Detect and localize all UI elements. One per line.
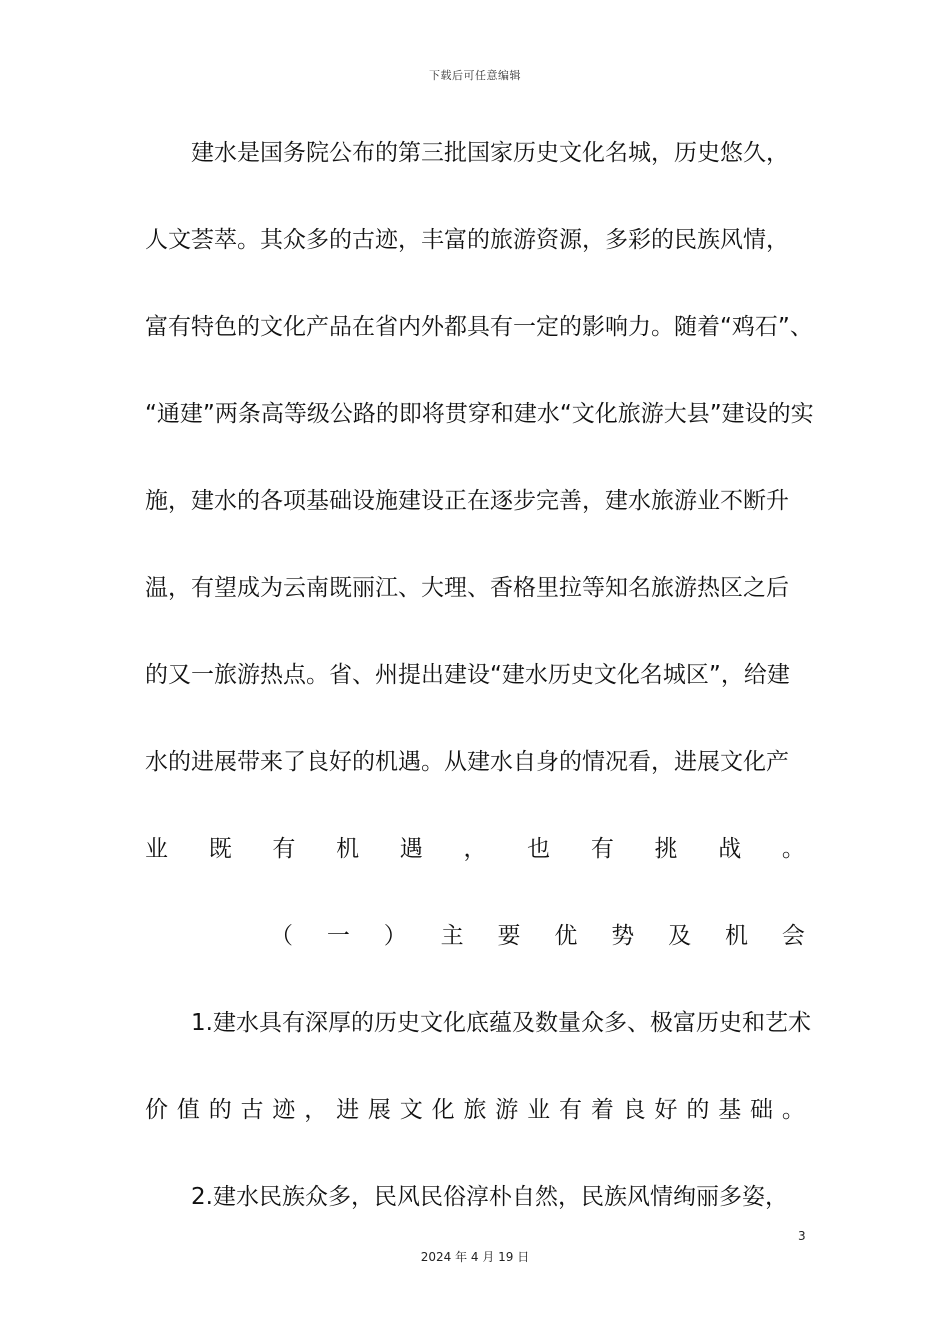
text-char: ， [304, 1097, 328, 1123]
text-char: 旅 [463, 1097, 487, 1123]
paragraph-line: 温，有望成为云南既丽江、大理、香格里拉等知名旅游热区之后 [145, 575, 789, 601]
paragraph-last-line [145, 829, 805, 916]
heading-char: 机 [725, 923, 748, 949]
text-char: 文 [399, 1097, 423, 1123]
text-char: 基 [718, 1097, 742, 1123]
paragraph-line: “通建”两条高等级公路的即将贯穿和建水“文化旅游大县”建设的实 [145, 401, 814, 427]
heading-char: 一 [326, 923, 350, 949]
text-char: 有 [558, 1097, 582, 1123]
paragraph-line: 人文荟萃。其众多的古迹，丰富的旅游资源，多彩的民族风情， [145, 227, 789, 253]
text-char: 。 [781, 1097, 805, 1123]
heading-char: 会 [781, 923, 805, 949]
paragraph-line: 建水是国务院公布的第三批国家历史文化名城，历史悠久， [191, 140, 789, 166]
heading-char: 及 [668, 923, 692, 949]
paragraph-line: 水的进展带来了良好的机遇。从建水自身的情况看，进展文化产 [145, 749, 789, 775]
text-char: 有 [272, 836, 296, 862]
heading-char: 要 [497, 923, 521, 949]
item1-line: 1.建水具有深厚的历史文化底蕴及数量众多、极富历史和艺术 [191, 1010, 811, 1036]
section-heading [270, 916, 805, 1003]
document-body [145, 133, 814, 1264]
text-char: 。 [781, 836, 805, 862]
text-char: 化 [431, 1097, 455, 1123]
text-char: 游 [495, 1097, 519, 1123]
page-number: 3 [798, 1229, 806, 1243]
text-char: 价 [145, 1097, 168, 1123]
text-char: 战 [718, 836, 742, 862]
text-char: 挑 [654, 836, 678, 862]
text-char: 既 [208, 836, 232, 862]
header-note: 下载后可任意编辑 [429, 69, 521, 82]
heading-char: ） [383, 923, 407, 949]
text-char: 业 [145, 836, 168, 862]
text-char: 有 [590, 836, 614, 862]
text-char: 础 [750, 1097, 774, 1123]
text-char: 遇 [399, 836, 423, 862]
paragraph-line: 的又一旅游热点。省、州提出建设“建水历史文化名城区”，给建 [145, 662, 790, 688]
item1-last-line [145, 1090, 805, 1177]
heading-char: 优 [554, 923, 578, 949]
text-char: 的 [686, 1097, 710, 1123]
text-char: 进 [336, 1097, 360, 1123]
text-char: 着 [590, 1097, 614, 1123]
text-char: 值 [176, 1097, 200, 1123]
footer-date: 2024 年 4 月 19 日 [420, 1250, 530, 1264]
item2-line: 2.建水民族众多，民风民俗淳朴自然，民族风情绚丽多姿， [191, 1184, 788, 1210]
paragraph-line: 施，建水的各项基础设施建设正在逐步完善，建水旅游业不断升 [145, 488, 789, 514]
text-char: 也 [527, 836, 551, 862]
text-char: 古 [240, 1097, 264, 1123]
text-char: 展 [367, 1097, 391, 1123]
text-char: 机 [336, 836, 360, 862]
heading-char: （ [270, 923, 293, 949]
heading-char: 势 [611, 923, 635, 949]
text-char: 好 [654, 1097, 678, 1123]
text-char: 迹 [272, 1097, 296, 1123]
text-char: ， [463, 836, 487, 862]
heading-char: 主 [440, 923, 464, 949]
text-char: 业 [527, 1097, 551, 1123]
paragraph-line: 富有特色的文化产品在省内外都具有一定的影响力。随着“鸡石”、 [145, 314, 813, 340]
text-char: 的 [208, 1097, 232, 1123]
text-char: 良 [622, 1097, 646, 1123]
